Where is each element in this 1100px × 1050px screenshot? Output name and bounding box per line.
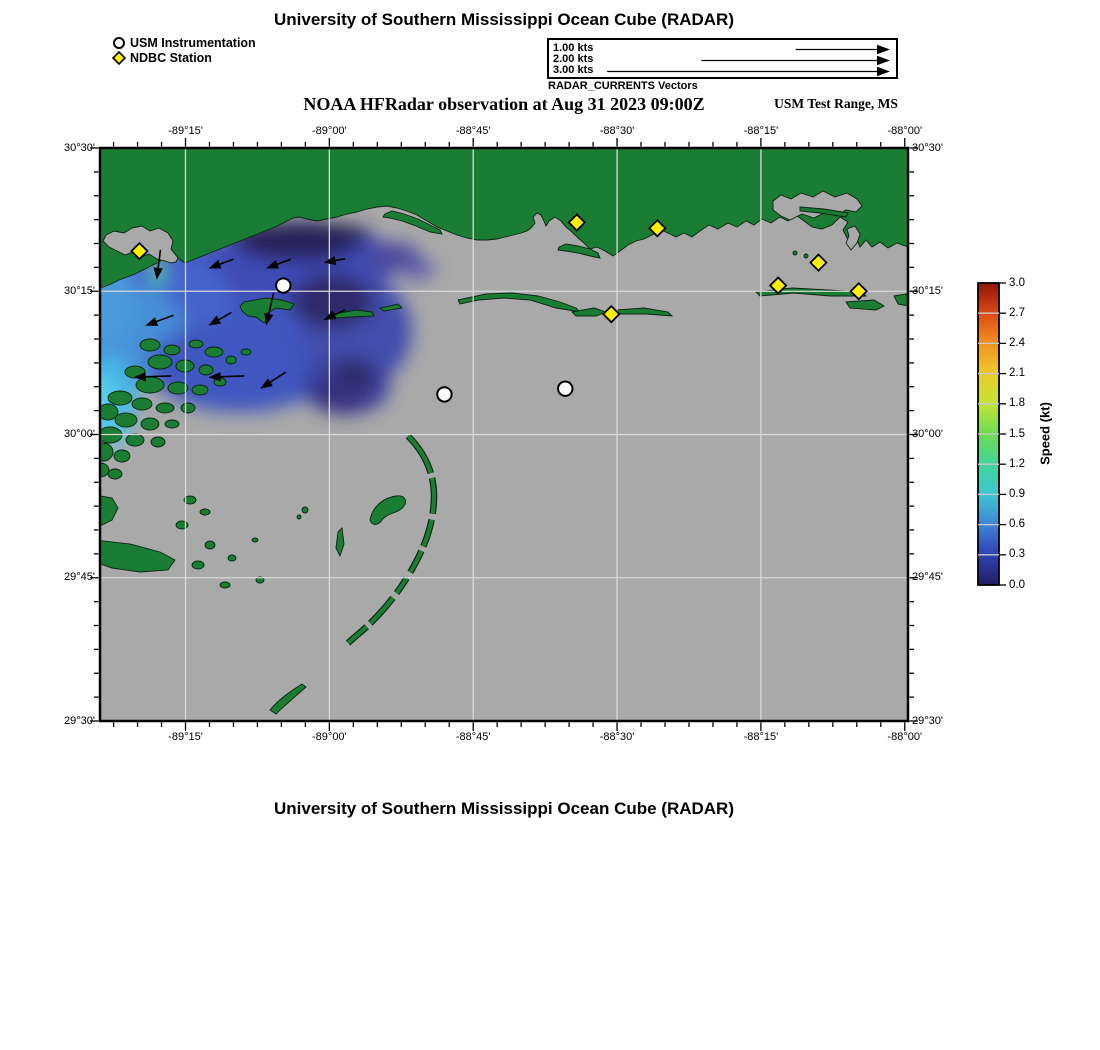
lat-tick-label-right: 29°30' xyxy=(912,714,943,727)
range-label: USM Test Range, MS xyxy=(774,96,898,111)
lon-tick-label-bottom: -89°15' xyxy=(168,731,203,743)
lon-tick-label-top: -88°15' xyxy=(743,125,779,137)
lat-tick-label-right: 29°45' xyxy=(912,571,943,584)
lat-tick-label-left: 30°00' xyxy=(64,428,95,440)
colorbar-tick-label: 0.9 xyxy=(1009,487,1025,500)
lat-tick-label-left: 30°30' xyxy=(64,141,95,154)
colorbar-tick-label: 3.0 xyxy=(1009,276,1025,289)
lon-tick-label-top: -88°00' xyxy=(887,125,923,137)
lon-tick-label-bottom: -88°15' xyxy=(743,731,779,743)
lat-tick-label-left: 30°15' xyxy=(64,284,95,297)
lon-tick-label-top: -88°30' xyxy=(599,125,635,137)
lat-tick-label-right: 30°00' xyxy=(912,428,943,440)
lon-tick-label-bottom: -88°00' xyxy=(887,731,923,743)
usm-instrumentation-marker xyxy=(437,387,451,401)
lon-tick-label-bottom: -88°45' xyxy=(455,731,491,743)
colorbar-tick-label: 2.1 xyxy=(1009,367,1025,380)
lat-tick-label-left: 29°45' xyxy=(64,571,95,584)
colorbar-tick-label: 0.0 xyxy=(1009,578,1025,591)
usm-instrumentation-marker xyxy=(558,381,572,395)
colorbar-tick-label: 2.4 xyxy=(1009,336,1025,349)
usm-instrumentation-marker xyxy=(276,278,290,292)
lon-tick-label-top: -89°15' xyxy=(168,125,203,137)
vector-scale-label: 3.00 kts xyxy=(553,64,594,76)
bottom-title: University of Southern Mississippi Ocean Cube (RADAR) xyxy=(273,799,734,818)
colorbar-tick-label: 1.5 xyxy=(1009,427,1025,440)
observation-subtitle: NOAA HFRadar observation at Aug 31 2023 09:00Z xyxy=(303,94,705,114)
colorbar xyxy=(978,283,1006,585)
colorbar-tick-label: 0.3 xyxy=(1009,548,1025,561)
lon-tick-label-top: -88°45' xyxy=(455,125,491,137)
colorbar-tick-label: 1.2 xyxy=(1009,457,1025,470)
legend-label: NDBC Station xyxy=(130,51,212,65)
lat-tick-label-right: 30°15' xyxy=(912,284,943,297)
lon-tick-label-top: -89°00' xyxy=(312,125,347,137)
vector-scale-label: 1.00 kts xyxy=(553,42,594,54)
colorbar-tick-label: 1.8 xyxy=(1009,397,1025,410)
vector-caption: RADAR_CURRENTS Vectors xyxy=(548,80,698,92)
legend-label: USM Instrumentation xyxy=(130,36,256,50)
colorbar-title: Speed (kt) xyxy=(1037,402,1053,465)
colorbar-tick-label: 0.6 xyxy=(1009,518,1025,531)
top-title: University of Southern Mississippi Ocean Cube (RADAR) xyxy=(273,10,734,29)
lon-tick-label-bottom: -88°30' xyxy=(599,731,635,743)
vector-scale-label: 2.00 kts xyxy=(553,53,594,65)
colorbar-tick-label: 2.7 xyxy=(1009,306,1025,319)
lon-tick-label-bottom: -89°00' xyxy=(312,731,347,743)
lat-tick-label-right: 30°30' xyxy=(912,141,943,154)
lat-tick-label-left: 29°30' xyxy=(64,714,95,727)
